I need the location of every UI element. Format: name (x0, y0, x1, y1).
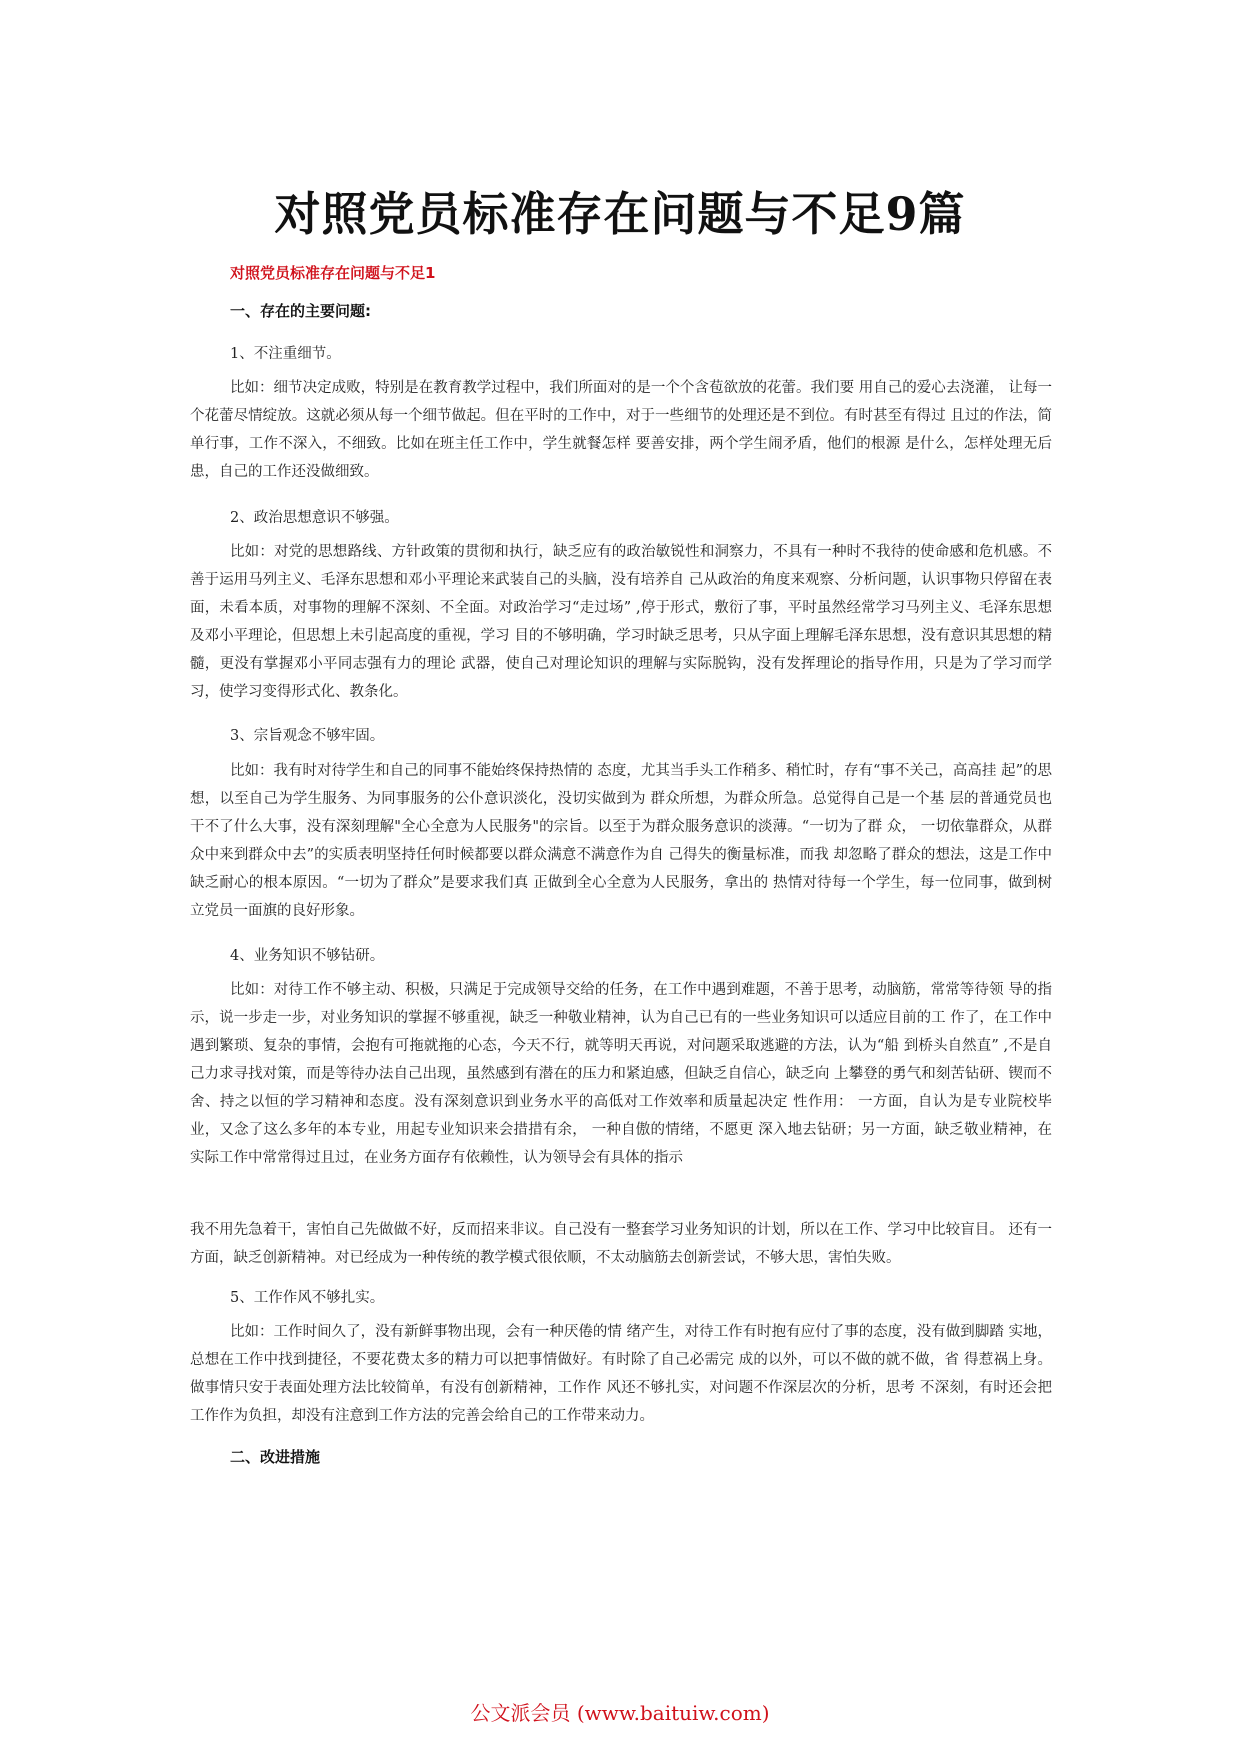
paragraph-3: 比如：我有时对待学生和自己的同事不能始终保持热情的 态度，尤其当手头工作稍多、稍忙时，存有“事不关己，高高挂 起”的思想，以至自己为学生服务、为同事服务的公仆意识淡化，没切实做到为 群众所想，为群众所急。总觉得自己是一个基 层的普通党员也干不了什么大事，没有深刻理解"全心全意为人民服务"的宗旨。以至于为群众服务意识的淡薄。“一切为了群 众， 一切依靠群众，从群众中来到群众中去”的实质表明坚持任何时候都要以群众满意不满意作为自 己得失的衡量标准，而我 却忽略了群众的想法，这是工作中缺乏耐心的根本原因。“一切为了群众”是要求我们真 正做到全心全意为人民服务，拿出的 热情对待每一个学生，每一位同事，做到树立党员一面旗的良好形象。 (190, 763, 1052, 919)
paragraph-4-continued: 我不用先急着干，害怕自己先做做不好，反而招来非议。自己没有一整套学习业务知识的计划，所以在工作、学习中比较盲目。 还有一方面，缺乏创新精神。对已经成为一种传统的教学模式很依顺，不太动脑筋去创新尝试，不够大思，害怕失败。 (190, 1222, 1052, 1266)
item-1: 1、不注重细节。 (230, 346, 341, 362)
heading-problems: 一、存在的主要问题: (230, 302, 371, 320)
paragraph-1: 比如：细节决定成败，特别是在教育教学过程中，我们所面对的是一个个含苞欲放的花蕾。我们要 用自己的爱心去浇灌， 让每一个花蕾尽情绽放。这就必须从每一个细节做起。但在平时的工作中，对于一些细节的处理还是不到位。有时甚至有得过 且过的作法，简单行事，工作不深入，不细致。比如在班主任工作中，学生就餐怎样 要善安排，两个学生闹矛盾，他们的根源 是什么，怎样处理无后患，自己的工作还没做细致。 (190, 380, 1052, 480)
paragraph-4: 比如：对待工作不够主动、积极，只满足于完成领导交给的任务，在工作中遇到难题，不善于思考，动脑筋，常常等待领 导的指示，说一步走一步，对业务知识的掌握不够重视，缺乏一种敬业精神，认为自己已有的一些业务知识可以适应目前的工 作了，在工作中遇到繁琐、复杂的事情，会抱有可拖就拖的心态，今天不行，就等明天再说，对问题采取逃避的方法，认为“船 到桥头自然直” ,不是自己力求寻找对策，而是等待办法自己出现，虽然感到有潜在的压力和紧迫感，但缺乏自信心，缺乏向 上攀登的勇气和刻苦钻研、锲而不舍、持之以恒的学习精神和态度。没有深刻意识到业务水平的高低对工作效率和质量起决定 性作用： 一方面，自认为是专业院校毕业，又念了这么多年的本专业，用起专业知识来会措措有余， 一种自傲的情绪，不愿更 深入地去钻研；另一方面，缺乏敬业精神，在实际工作中常常得过且过，在业务方面存有依赖性，认为领导会有具体的指示 (190, 982, 1052, 1166)
footer-watermark: 公文派会员 (www.baituiw.com) (470, 1701, 770, 1725)
section-subtitle: 对照党员标准存在问题与不足1 (230, 264, 436, 282)
item-4: 4、业务知识不够钻研。 (230, 948, 385, 964)
item-3: 3、宗旨观念不够牢固。 (230, 728, 385, 744)
paragraph-5: 比如：工作时间久了，没有新鲜事物出现，会有一种厌倦的情 绪产生，对待工作有时抱有应付了事的态度，没有做到脚踏 实地，总想在工作中找到捷径，不要花费太多的精力可以把事情做好。有时除了自己必需完 成的以外，可以不做的就不做，省 得惹祸上身。做事情只安于表面处理方法比较简单，有没有创新精神，工作作 风还不够扎实，对问题不作深层次的分析，思考 不深刻，有时还会把工作作为负担，却没有注意到工作方法的完善会给自己的工作带来动力。 (190, 1324, 1052, 1424)
heading-improvements: 二、改进措施 (230, 1448, 321, 1466)
paragraph-2: 比如：对党的思想路线、方针政策的贯彻和执行，缺乏应有的政治敏锐性和洞察力，不具有一种时不我待的使命感和危机感。不善于运用马列主义、毛泽东思想和邓小平理论来武装自己的头脑，没有培养自 己从政治的角度来观察、分析问题，认识事物只停留在表面，未看本质，对事物的理解不深刻、不全面。对政治学习“走过场” ,停于形式，敷衍了事，平时虽然经常学习马列主义、毛泽东思想及邓小平理论，但思想上未引起高度的重视，学习 目的不够明确，学习时缺乏思考，只从字面上理解毛泽东思想，没有意识其思想的精髓，更没有掌握邓小平同志强有力的理论 武器，使自己对理论知识的理解与实际脱钩，没有发挥理论的指导作用，只是为了学习而学习，使学习变得形式化、教条化。 (190, 544, 1052, 700)
document-title: 对照党员标准存在问题与不足9篇 (274, 187, 966, 241)
item-5: 5、工作作风不够扎实。 (230, 1290, 385, 1306)
item-2: 2、政治思想意识不够强。 (230, 510, 399, 526)
